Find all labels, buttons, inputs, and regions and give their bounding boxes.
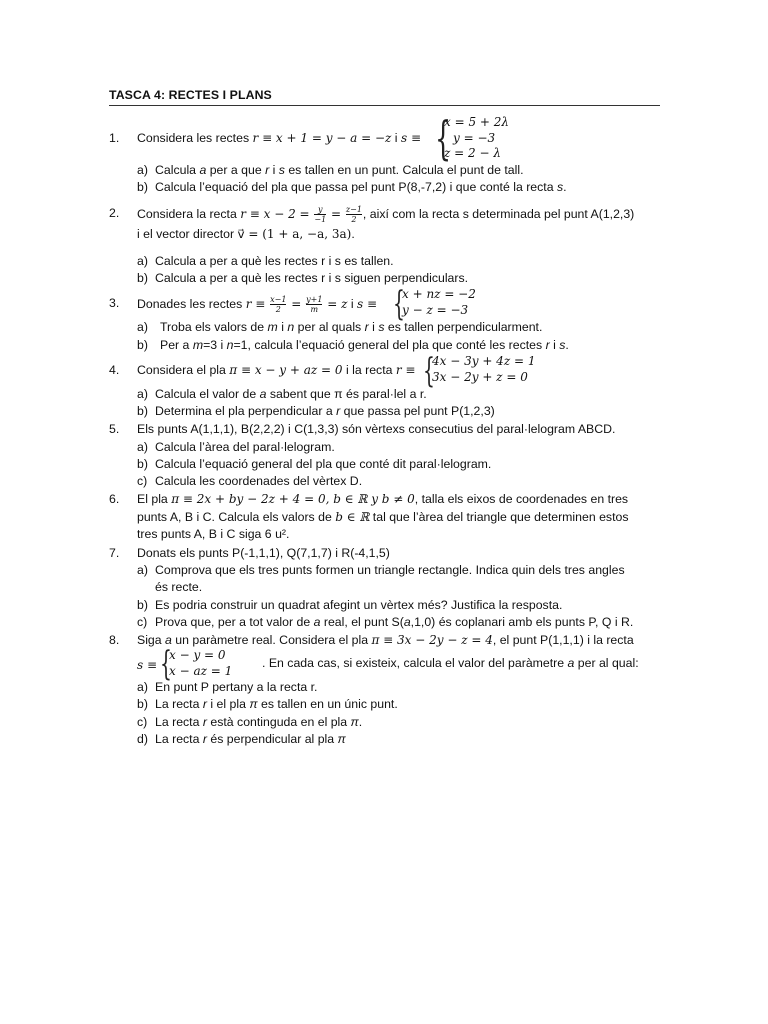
q6-line1: El pla π ≡ 2x + by − 2z + 4 = 0, b ∈ ℝ y b ≠ 0, talla els eixos de coordenades en tres [137,492,629,506]
q8-system-brace: { [160,644,172,684]
q2-b-text: Calcula a per a què les rectes r i s siguen perpendiculars. [155,271,469,285]
q4-statement: Considera el pla π ≡ x − y + az = 0 i la recta r ≡ [137,363,416,377]
q1-system: x = 5 + 2λ y = −3 z = 2 − λ [444,115,510,160]
q1-r-equation: r ≡ x + 1 = y − a = −z [252,131,392,145]
q8-a-label: a) [137,680,148,694]
q7-statement: Donats els punts P(-1,1,1), Q(7,1,7) i R(-4,1,5) [137,546,390,560]
q7-b-text: Es podria construir un quadrat afegint un vèrtex més? Justifica la resposta. [155,598,563,612]
q4-number: 4. [109,363,120,377]
q6-line2: punts A, B i C. Calcula els valors de b ∈ ℝ tal que l’àrea del triangle que determinen estos [137,510,629,524]
q8-d-text: La recta r és perpendicular al pla π [155,732,346,746]
q3-fraction-x: $\frac{x-1}{2}$ [270,295,287,314]
q1-a-text: Calcula a per a que r i s es tallen en un punt. Calcula el punt de tall. [155,163,524,177]
q5-b-text: Calcula l’equació general del pla que conté dit paral·lelogram. [155,457,492,471]
q8-c-label: c) [137,715,148,729]
q2-b-label: b) [137,271,148,285]
q3-fraction-y: $\frac{y+1}{m}$ [306,295,323,314]
q8-d-label: d) [137,732,148,746]
q8-system: x − y = 0 x − az = 1 [169,648,233,678]
q5-c-text: Calcula les coordenades del vèrtex D. [155,474,363,488]
q8-a-text: En punt P pertany a la recta r. [155,680,318,694]
q4-a-label: a) [137,387,148,401]
q7-a-text: Comprova que els tres punts formen un triangle rectangle. Indica quin dels tres angles [155,563,625,577]
q5-c-label: c) [137,474,148,488]
q7-a-text-cont: és recte. [155,580,203,594]
q7-c-text: Prova que, per a tot valor de a real, el punt S(a,1,0) és coplanari amb els punts P, Q i R. [155,615,634,629]
q1-a-label: a) [137,163,148,177]
q7-number: 7. [109,546,120,560]
q5-a-text: Calcula l’àrea del paral·lelogram. [155,440,335,454]
q4-b-text: Determina el pla perpendicular a r que passa pel punt P(1,2,3) [155,404,495,418]
q5-b-label: b) [137,457,148,471]
q8-b-label: b) [137,697,148,711]
q3-b-label: b) [137,338,148,352]
q6-number: 6. [109,492,120,506]
q5-a-label: a) [137,440,148,454]
q5-number: 5. [109,422,120,436]
q1-b-label: b) [137,180,148,194]
q2-a-label: a) [137,254,148,268]
q8-plane-equation: π ≡ 3x − 2y − z = 4 [371,633,493,647]
q2-fraction-y: $\frac{y}{-1}$ [314,205,327,224]
page-title: TASCA 4: RECTES I PLANS [109,88,272,102]
q1-statement: Considera les rectes r ≡ x + 1 = y − a = −z i s ≡ [137,131,421,145]
q6-line3: tres punts A, B i C siga 6 u². [137,527,290,541]
q7-c-label: c) [137,615,148,629]
q4-system-brace: { [423,351,435,391]
q3-b-text: Per a m=3 i n=1, calcula l’equació general del pla que conté les rectes r i s. [160,338,569,352]
q4-b-label: b) [137,404,148,418]
q4-plane-equation: π ≡ x − y + az = 0 [229,363,343,377]
q3-number: 3. [109,296,120,310]
q2-director-vector: v⃗ = (1 + a, −a, 3a) [237,227,352,241]
q2-number: 2. [109,206,120,220]
q4-a-text: Calcula el valor de a sabent que π és paral·lel a r. [155,387,427,401]
q1-s-name: s ≡ [400,131,421,145]
q3-a-label: a) [137,320,148,334]
q3-statement: Donades les rectes r ≡ $\frac{x-1}{2}$ = $\frac{y+1}{m}$ = z i s ≡ [137,295,378,314]
q8-line2: . En cada cas, si existeix, calcula el valor del paràmetre a per al qual: [262,656,639,670]
q1-number: 1. [109,131,120,145]
q7-b-label: b) [137,598,148,612]
q2-a-text: Calcula a per a què les rectes r i s es tallen. [155,254,394,268]
q5-statement: Els punts A(1,1,1), B(2,2,2) i C(1,3,3) són vèrtexs consecutius del paral·lelogram ABCD. [137,422,616,436]
title-underline [109,105,660,106]
q2-statement: Considera la recta r ≡ x − 2 = $\frac{y}{-1}$ = $\frac{z-1}{2}$ , així com la recta s determinada pel punt A(1,2,3) [137,205,635,224]
q2-statement-line2: i el vector director v⃗ = (1 + a, −a, 3a). [137,227,355,241]
q8-c-text: La recta r està continguda en el pla π. [155,715,363,729]
q8-number: 8. [109,633,120,647]
q1-system-brace: { [435,111,452,165]
q3-system: x + nz = −2 y − z = −3 [402,287,476,317]
q6-plane-equation: π ≡ 2x + by − 2z + 4 = 0, b ∈ ℝ y b ≠ 0 [171,492,415,506]
q8-line1: Siga a un paràmetre real. Considera el pla π ≡ 3x − 2y − z = 4, el punt P(1,1,1) i la recta [137,633,634,647]
q1-b-text: Calcula l’equació del pla que passa pel punt P(8,-7,2) i que conté la recta s. [155,180,567,194]
q2-fraction-z: $\frac{z-1}{2}$ [345,205,362,224]
q3-a-text: Troba els valors de m i n per al quals r i s es tallen perpendicularment. [160,320,543,334]
q3-system-brace: { [393,284,405,324]
q7-a-label: a) [137,563,148,577]
q8-b-text: La recta r i el pla π es tallen en un únic punt. [155,697,398,711]
q4-system: 4x − 3y + 4z = 1 3x − 2y + z = 0 [432,354,536,384]
q8-s-name: s ≡ [137,658,158,672]
